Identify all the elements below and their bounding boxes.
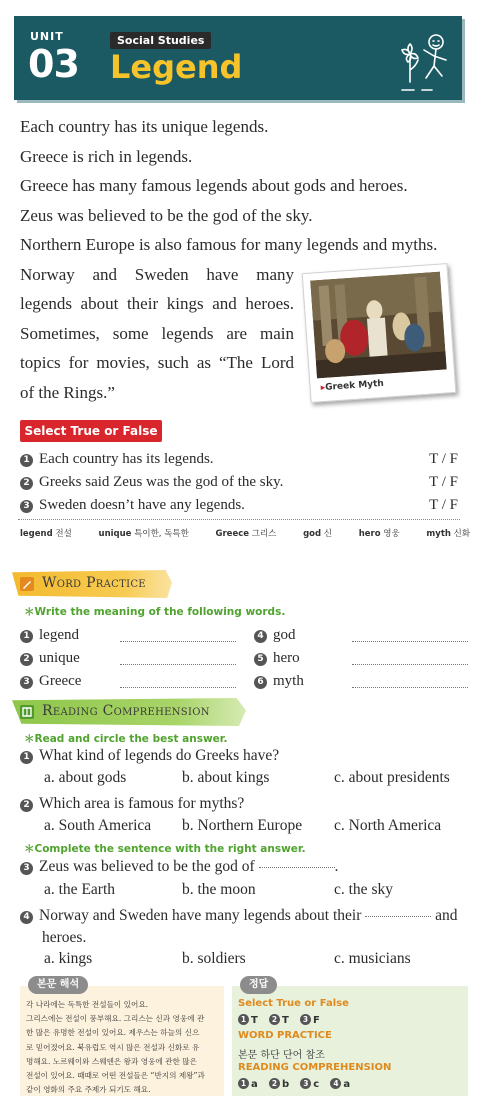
answer-option[interactable]: b. the moon bbox=[182, 881, 256, 898]
page-title: Legend bbox=[110, 48, 243, 86]
true-false-item bbox=[20, 471, 460, 494]
word-text: hero bbox=[273, 650, 300, 666]
true-false-list bbox=[20, 448, 460, 517]
translation-line: 한 많은 유명한 전설이 있어요. 제우스는 하늘의 신으 bbox=[26, 1028, 200, 1038]
reading-instruction: ＊Read and circle the best answer. bbox=[24, 733, 228, 745]
passage-line: Each country has its unique legends. bbox=[20, 117, 269, 136]
word-practice-instruction: ＊Write the meaning of the following words. bbox=[24, 606, 286, 618]
answer-blank[interactable] bbox=[120, 664, 236, 665]
passage-line: Zeus was believed to be the god of the sky. bbox=[20, 205, 313, 225]
true-false-choice[interactable]: T / F bbox=[429, 497, 458, 513]
photo-caption-text: Greek Myth bbox=[324, 378, 385, 393]
word-practice-heading bbox=[12, 570, 172, 598]
question-text: What kind of legends do Greeks have? bbox=[39, 747, 280, 764]
tf-answers: 1 T 2 T 3 F bbox=[238, 1014, 328, 1026]
word-item bbox=[20, 647, 80, 669]
word-text: Greece bbox=[39, 673, 82, 689]
answer-blank[interactable] bbox=[120, 687, 236, 688]
question-text-line2: heroes. bbox=[42, 929, 87, 946]
vocab-item: myth 신화 bbox=[426, 529, 471, 539]
fill-blank[interactable] bbox=[365, 916, 431, 917]
stick-figure-doodle-icon bbox=[396, 30, 456, 96]
vocab-item: unique 특이한, 독특한 bbox=[98, 529, 189, 539]
answer-option[interactable]: c. about presidents bbox=[334, 769, 450, 786]
reading-comprehension-label: Reading Comprehension bbox=[42, 703, 210, 719]
answer-option[interactable]: b. about kings bbox=[182, 769, 270, 786]
book-icon bbox=[18, 703, 36, 721]
passage-line: of the Rings.” bbox=[20, 382, 115, 402]
question-text: Which area is famous for myths? bbox=[39, 795, 245, 812]
rc-answers: 1 a 2 b 3 c 4 a bbox=[238, 1078, 358, 1090]
number-badge: 2 bbox=[20, 653, 33, 666]
translation-line: 각 나라에는 독특한 전설들이 있어요. bbox=[26, 1000, 149, 1009]
question bbox=[20, 907, 458, 925]
divider bbox=[18, 519, 460, 520]
number-badge: 4 bbox=[20, 911, 33, 924]
vocab-item: hero 영웅 bbox=[358, 529, 400, 539]
answer-option[interactable]: a. kings bbox=[44, 950, 93, 967]
question bbox=[20, 795, 244, 813]
true-false-item bbox=[20, 448, 460, 471]
true-false-item bbox=[20, 494, 460, 517]
word-item bbox=[20, 670, 81, 692]
answer-option[interactable]: c. North America bbox=[334, 817, 442, 834]
word-item bbox=[20, 624, 79, 646]
vocabulary-list bbox=[20, 527, 480, 539]
number-badge: 5 bbox=[254, 653, 267, 666]
passage-line: Sometimes, some legends are main bbox=[20, 323, 294, 343]
word-text: god bbox=[273, 627, 296, 643]
number-badge: 3 bbox=[20, 676, 33, 689]
fill-blank[interactable] bbox=[259, 867, 335, 868]
number-badge: 1 bbox=[20, 630, 33, 643]
number-badge: 6 bbox=[254, 676, 267, 689]
subject-badge: Social Studies bbox=[110, 32, 211, 49]
answer-blank[interactable] bbox=[352, 664, 468, 665]
answer-option[interactable]: c. musicians bbox=[334, 950, 411, 967]
passage-line: Norway and Sweden have many bbox=[20, 264, 294, 284]
answer-option[interactable]: a. South America bbox=[44, 817, 152, 834]
translation-line: 로 믿어졌어요. 북유럽도 역시 많은 전설과 신화로 유 bbox=[26, 1042, 200, 1052]
translation-line: 그리스에는 전설이 풍부해요. 그리스는 신과 영웅에 관 bbox=[26, 1014, 205, 1024]
number-badge: 2 bbox=[20, 477, 33, 490]
complete-sentence-instruction: ＊Complete the sentence with the right answer. bbox=[24, 843, 306, 855]
number-badge: 4 bbox=[254, 630, 267, 643]
number-badge: 1 bbox=[20, 454, 33, 467]
translation-line: 같이 영화의 주요 주제가 되기도 해요. bbox=[26, 1085, 151, 1095]
question-text-end: . bbox=[334, 858, 339, 875]
word-practice-note: 본문 하단 단어 참조 bbox=[238, 1050, 325, 1061]
answer-option[interactable]: c. the sky bbox=[334, 881, 393, 898]
reading-comprehension-heading bbox=[12, 698, 246, 726]
number-badge: 1 bbox=[20, 751, 33, 764]
answer-heading: WORD PRACTICE bbox=[238, 1030, 332, 1041]
greek-myth-photo bbox=[302, 263, 457, 403]
word-practice-label: Word Practice bbox=[42, 575, 146, 591]
true-false-choice[interactable]: T / F bbox=[429, 474, 458, 490]
answer-option[interactable]: b. soldiers bbox=[182, 950, 246, 967]
true-false-statement: Sweden doesn’t have any legends. bbox=[39, 497, 245, 513]
caption-arrow-icon: ▸ bbox=[320, 382, 326, 394]
answer-option[interactable]: a. about gods bbox=[44, 769, 127, 786]
answer-blank[interactable] bbox=[352, 687, 468, 688]
word-text: unique bbox=[39, 650, 80, 666]
word-text: legend bbox=[39, 627, 79, 643]
number-badge: 2 bbox=[20, 799, 33, 812]
passage-line: legends about their kings and heroes. bbox=[20, 294, 294, 313]
answer-heading: READING COMPREHENSION bbox=[238, 1062, 392, 1073]
word-item bbox=[254, 670, 304, 692]
question bbox=[20, 858, 338, 876]
translation-line: 명해요. 노르웨이와 스웨덴은 왕과 영웅에 관한 많은 bbox=[26, 1056, 197, 1066]
answer-option[interactable]: a. the Earth bbox=[44, 881, 116, 898]
true-false-statement: Greeks said Zeus was the god of the sky. bbox=[39, 474, 284, 490]
answer-blank[interactable] bbox=[120, 641, 236, 642]
greek-myth-painting-image bbox=[310, 272, 447, 379]
vocab-item: Greece 그리스 bbox=[215, 529, 277, 539]
photo-caption bbox=[320, 379, 384, 393]
passage-line: topics for movies, such as “The Lord bbox=[20, 353, 294, 372]
word-item bbox=[254, 647, 300, 669]
unit-number: 03 bbox=[28, 42, 79, 86]
word-item bbox=[254, 624, 296, 646]
true-false-statement: Each country has its legends. bbox=[39, 451, 214, 467]
translation-tag: 본문 해석 bbox=[28, 976, 88, 994]
translation-panel bbox=[20, 979, 224, 1096]
passage-line: Greece is rich in legends. bbox=[20, 146, 193, 166]
answer-blank[interactable] bbox=[352, 641, 468, 642]
passage-line: Northern Europe is also famous for many legends and myths. bbox=[20, 235, 438, 254]
true-false-label: Select True or False bbox=[20, 420, 162, 442]
answer-key-tag: 정답 bbox=[240, 976, 277, 994]
answer-heading: Select True or False bbox=[238, 998, 349, 1009]
question-text: Zeus was believed to be the god of bbox=[39, 858, 255, 875]
question-text: Norway and Sweden have many legends about their bbox=[39, 907, 362, 924]
question-text-end: and bbox=[435, 907, 458, 924]
passage-line: Greece has many famous legends about gods and heroes. bbox=[20, 176, 408, 195]
pencil-icon bbox=[18, 575, 36, 593]
question bbox=[20, 747, 279, 765]
translation-line: 전설이 있어요. 때때로 어떤 전설들은 “반지의 제왕”과 bbox=[26, 1071, 205, 1081]
vocab-item: god 신 bbox=[303, 529, 333, 539]
number-badge: 3 bbox=[20, 862, 33, 875]
true-false-choice[interactable]: T / F bbox=[429, 451, 458, 467]
translation-text bbox=[26, 998, 218, 1097]
unit-banner bbox=[14, 16, 462, 100]
unit-label: UNIT bbox=[30, 30, 64, 43]
vocab-item: legend 전설 bbox=[20, 529, 72, 539]
number-badge: 3 bbox=[20, 500, 33, 513]
answer-option[interactable]: b. Northern Europe bbox=[182, 817, 303, 834]
answer-key-panel bbox=[232, 979, 468, 1096]
word-text: myth bbox=[273, 673, 304, 689]
